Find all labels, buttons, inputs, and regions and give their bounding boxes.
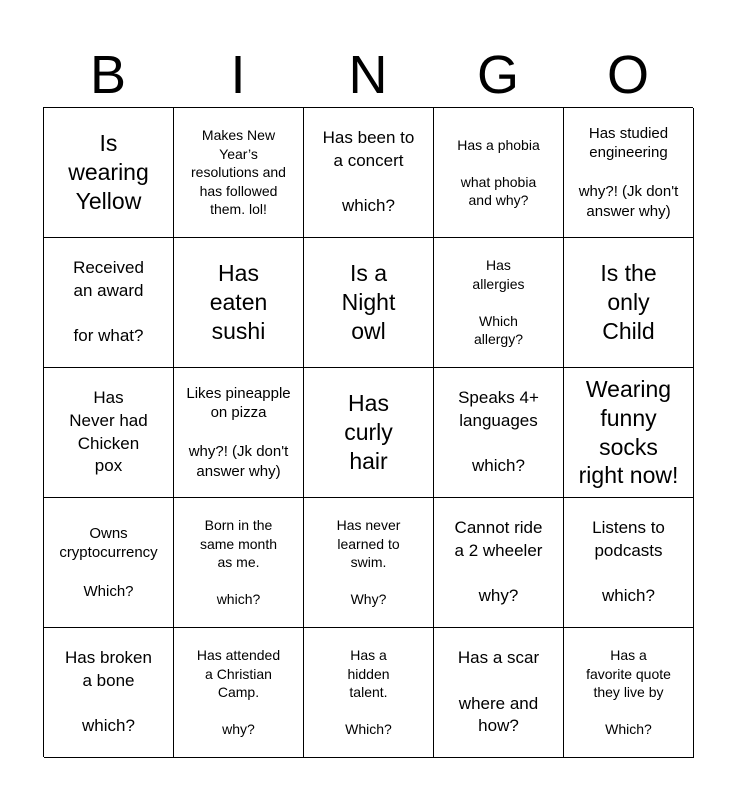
header-letter-o: O <box>606 45 649 105</box>
bingo-cell[interactable]: Received an award for what? <box>44 238 174 368</box>
bingo-cell[interactable]: Wearing funny socks right now! <box>564 368 694 498</box>
header-letter-b: B <box>89 45 127 105</box>
bingo-cell[interactable]: Has eaten sushi <box>174 238 304 368</box>
bingo-cell[interactable]: Likes pineapple on pizza why?! (Jk don't answer why) <box>174 368 304 498</box>
bingo-cell[interactable]: Has been to a concert which? <box>304 108 434 238</box>
bingo-cell[interactable]: Born in the same month as me. which? <box>174 498 304 628</box>
bingo-cell[interactable]: Has a hidden talent. Which? <box>304 628 434 758</box>
header-letter-n: N <box>348 45 388 105</box>
bingo-cell[interactable]: Has studied engineering why?! (Jk don't answer why) <box>564 108 694 238</box>
bingo-cell[interactable]: Cannot ride a 2 wheeler why? <box>434 498 564 628</box>
bingo-cell[interactable]: Is wearing Yellow <box>44 108 174 238</box>
bingo-cell[interactable]: Listens to podcasts which? <box>564 498 694 628</box>
bingo-cell[interactable]: Has Never had Chicken pox <box>44 368 174 498</box>
header-letter-g: G <box>476 45 519 105</box>
bingo-cell[interactable]: Has a favorite quote they live by Which? <box>564 628 694 758</box>
bingo-cell[interactable]: Has never learned to swim. Why? <box>304 498 434 628</box>
bingo-grid <box>43 107 693 757</box>
bingo-cell[interactable]: Speaks 4+ languages which? <box>434 368 564 498</box>
bingo-cell[interactable]: Is a Night owl <box>304 238 434 368</box>
bingo-header <box>43 44 693 106</box>
bingo-cell[interactable]: Has curly hair <box>304 368 434 498</box>
bingo-cell[interactable]: Has allergies Which allergy? <box>434 238 564 368</box>
bingo-cell[interactable]: Makes New Year’s resolutions and has followed them. lol! <box>174 108 304 238</box>
bingo-cell[interactable]: Is the only Child <box>564 238 694 368</box>
bingo-cell[interactable]: Has attended a Christian Camp. why? <box>174 628 304 758</box>
bingo-cell[interactable]: Owns cryptocurrency Which? <box>44 498 174 628</box>
header-letter-i: I <box>230 45 246 105</box>
bingo-cell[interactable]: Has a scar where and how? <box>434 628 564 758</box>
bingo-cell[interactable]: Has a phobia what phobia and why? <box>434 108 564 238</box>
bingo-cell[interactable]: Has broken a bone which? <box>44 628 174 758</box>
